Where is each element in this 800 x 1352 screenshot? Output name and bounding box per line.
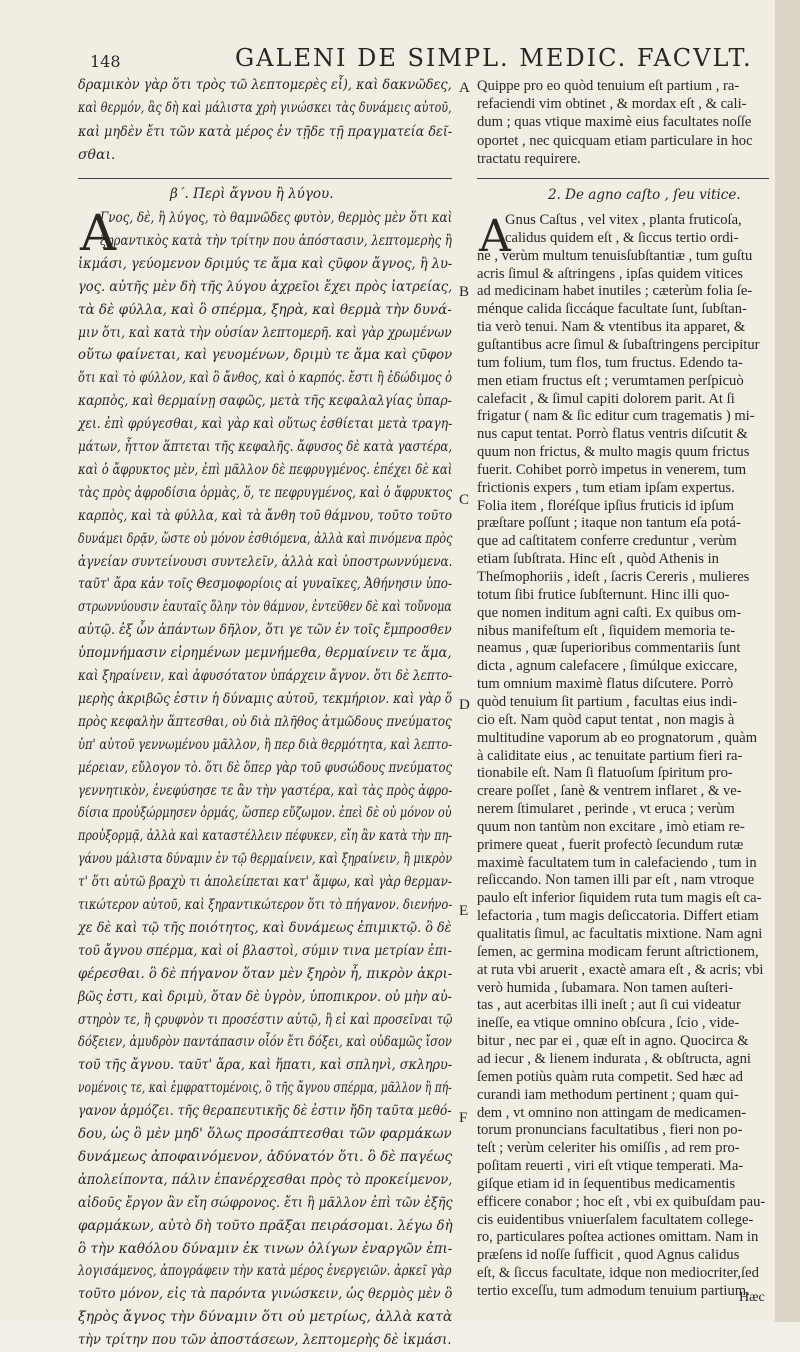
text-line: efficere conabor ; hoc eſt , vbi ex quibuſdam pau- xyxy=(477,1193,766,1210)
margin-letter-c: C xyxy=(459,492,470,508)
text-line: neamus , quæ ſuperioribus commentariis ſunt xyxy=(477,640,741,657)
text-line: curandi iam methodum pertinent ; quam qui- xyxy=(477,1086,739,1103)
text-line: paulo eſt inferior ſiquidem ruta tum magis eſt ca- xyxy=(477,890,762,907)
text-line: nerem ſtimularet , perinde , vt eruca ; verùm xyxy=(477,801,735,818)
text-line: quum non tantùm non excitare , imò etiam re- xyxy=(477,818,745,835)
text-line: nibus manifeſtum eſt , ſiquidem memoria te- xyxy=(477,622,736,639)
text-line: lefactoria , tum magis deſiccatoria. Differt etiam xyxy=(477,908,759,925)
greek-section-heading: β΄. Περὶ ἄγνου ἢ λύγου. xyxy=(170,186,334,202)
text-line: ταῦτ' ἄρα κἀν τοῖς Θεσμοφορίοις αἱ γυναῖκες, Ἀθήνησιν ὑπο- xyxy=(78,576,453,593)
text-line: acris ſimul & aſtringens , ipſas quidem vitices xyxy=(477,265,743,282)
text-line: calefacit , & ſimul capiti dolorem parit. At ſi xyxy=(477,390,735,407)
text-line: Folia item , floréſque ipſius fruticis id ipſum xyxy=(477,497,734,514)
catchword: Hæc xyxy=(739,1290,765,1305)
text-line: αἰδοῦς ἔργον ἂν εἴη σώφρονος. ἔτι ἢ μᾶλλον ἐπὶ τῶν ἑξῆς xyxy=(78,1194,453,1211)
text-line: ἀπολείποντα, πάλιν ἐπανέρχεσθαι πρὸς τὸ προκείμενον, xyxy=(78,1171,453,1188)
text-line: torum pronuncians facultatibus , fieri non po- xyxy=(477,1122,743,1139)
text-line: poſitam reuerti , viri eſt vtique temperati. Ma- xyxy=(477,1158,744,1175)
text-line: στηρὸν τε, ἢ ςρυφνὸν τι προσέστιν αὐτῷ, ἢ εἰ καὶ προσεῖναι τῷ xyxy=(78,1011,453,1028)
text-line: ro, particulares poſtea actiones omittam. Nam in xyxy=(477,1229,759,1246)
latin-section-heading: 2. De agno caſto , ſeu vitice. xyxy=(548,187,741,203)
text-line: ad iecur , & lienem indurata , & obſtructa, agni xyxy=(477,1050,751,1067)
text-line: tionabile eſt. Nam ſi flatuoſum ſpiritum pro- xyxy=(477,765,733,782)
text-line: ἀγνείαν συντείνουσι συντελεῖν, ἀλλὰ καὶ ὑποστρωννύμενα. xyxy=(78,553,453,570)
text-line: calidus quidem eſt , & ſiccus tertio ordi- xyxy=(505,229,739,246)
text-line: dum ; quas vtique maximè eius facultates noſſe xyxy=(477,114,752,131)
text-line: teſt ; verùm celeriter his omiſſis , ad rem pro- xyxy=(477,1140,740,1157)
text-line: ſemen potiùs quàm ruta competit. Sed hæc ad xyxy=(477,1068,743,1085)
text-line: τικώτερον αὐτοῦ, καὶ ξηραντικώτερον ὅτι τὸ πήγανον. διενήνο- xyxy=(78,897,453,913)
text-line: ὑπ' αὐτοῦ γεννωμένου μᾶλλον, ἢ περ διὰ θερμότητα, καὶ λεπτο- xyxy=(78,736,453,753)
text-line: χει. ἐπὶ φρύγεσθαι, καὶ γὰρ καὶ οὕτως ἐσθίεται μετὰ τραγη- xyxy=(78,416,453,433)
margin-letter-a: A xyxy=(459,80,470,96)
text-line: quòd tenuium ſit partium , facultas eius indi- xyxy=(477,693,738,710)
text-line: tractatu requirere. xyxy=(477,150,581,167)
text-line: πρὸς κεφαλὴν ἅπτεσθαι, οὐ διὰ πλῆθος ἀτμῶδους πνεύματος xyxy=(78,713,452,730)
text-line: φαρμάκων, αὐτὸ δὴ τοῦτο πρᾶξαι πειράσομαι. λέγω δὴ xyxy=(78,1217,453,1234)
text-line: ne , verùm multum tenuisſubſtantiæ , tum guſtu xyxy=(477,247,753,264)
margin-letter-e: E xyxy=(459,903,469,919)
margin-letter-d: D xyxy=(459,697,470,713)
text-line: tum folium, tum flos, tum fructus. Edendo ta- xyxy=(477,354,743,371)
text-line: Gnus Caſtus , vel vitex , planta fruticoſa, xyxy=(505,212,742,228)
text-line: giſque etiam id in ſequentibus medicamentis xyxy=(477,1175,736,1192)
text-line: καὶ ὁ ἄφρυκτος μὲν, ἐπὶ μᾶλλον δὲ πεφρυγμένος. ἐπέχει δὲ καὶ xyxy=(78,461,453,478)
text-line: guſtantibus acre ſimul & ſubaſtringens percipitur xyxy=(477,336,760,353)
text-line: ὑπομνήμασιν εἰρημένων μεμνήμεθα, θερμαίνειν τε ἅμα, xyxy=(78,645,452,662)
text-line: τὴν τρίτην που τῶν ἀποστάσεων, λεπτομερὴς δὲ ἰκμάσι. xyxy=(78,1332,452,1349)
text-line: στρωννύουσιν ἑαυταῖς ὅλην τὸν θάμνον, ἐντεῦθεν δὲ καὶ τοὔνομα xyxy=(78,599,452,616)
text-line: bitur , nec par ei , quæ eſt in agno. Quocirca & xyxy=(477,1033,749,1050)
text-line: καρπὸς, καὶ τὰ φύλλα, καὶ τὰ ἄνθη τοῦ θάμνου, τοῦτο τοῦτο xyxy=(78,507,453,524)
text-line: ἰκμάσι, γεύομενον δριμύς τε ἅμα καὶ ςῦφον ἄγνος, ἢ λυ- xyxy=(78,255,453,272)
text-line: καὶ μηδὲν ἔτι τῶν κατὰ μέρος ἐν τῇδε τῇ πραγματεία δεῖ- xyxy=(78,123,453,140)
text-line: ſemen, ac germina modicam ferunt aſtrictionem, xyxy=(477,943,759,960)
text-line: δου, ὡς ὃ μὲν μηδ' ὅλως προσάπτεσθαι τῶν φαρμάκων xyxy=(78,1126,452,1142)
running-head: GALENI DE SIMPL. MEDIC. FACVLT. xyxy=(235,44,753,72)
text-line: προὐξορμᾷ, ἀλλὰ καὶ καταστέλλειν πέφυκεν, εἴη ἂν κατὰ τὴν πη- xyxy=(78,828,453,845)
text-line: ménque calida ſiccáque facultate ſunt, ſubſtan- xyxy=(477,301,747,318)
margin-letter-f: F xyxy=(459,1110,468,1126)
text-line: φέρεσθαι. ὃ δὲ πήγανον ὅταν μὲν ξηρὸν ἦ, πικρὸν ἀκρι- xyxy=(78,965,453,982)
text-line: maximè facultatem tum in calefaciendo , tum in xyxy=(477,854,757,871)
text-line: eſt, & ſiccus facultate, idque non mediocriter,ſed xyxy=(477,1265,759,1282)
text-line: frictionis expers , tum etiam ipſam expertus. xyxy=(477,479,735,496)
latin-dropcap: A xyxy=(479,211,511,262)
text-line: multitudine vaporum ab eo prognatorum , quàm xyxy=(477,729,758,746)
text-line: δραμικὸν γὰρ ὅτι τρὸς τῶ λεπτομερὲς εἶ), καὶ δακνῶδες, xyxy=(78,77,452,93)
text-line: νομένοις τε, καὶ ἐμφραττομένοις, ὃ τῆς ἄγνου σπέρμα, μᾶλλον ἢ πή- xyxy=(78,1080,452,1097)
margin-letter-b: B xyxy=(459,284,470,300)
text-line: præſens id noſſe ſufficit , quod Agnus calidus xyxy=(477,1247,740,1264)
text-line: αὐτῷ. ἐξ ὧν ἁπάντων δῆλον, ὅτι γε τῶν ἐν τοῖς ἔμπροσθεν xyxy=(78,622,452,639)
text-line: γος. αὐτῆς μὲν δὴ τῆς λύγου ἀχρεῖοι ἔχει πρὸς ἰατρείας, xyxy=(78,278,453,295)
text-line: fuerit. Cohibet porrò impetus in venerem, tum xyxy=(477,461,747,478)
text-line: præſtare poſſunt ; itaque non tantum eſa potá- xyxy=(477,515,741,532)
text-line: τοῦτο μόνον, εἰς τὰ παρόντα γινώσκειν, ὡς θερμὸς μὲν ὃ xyxy=(78,1286,453,1303)
text-line: καὶ θερμόν, ἃς δὴ καὶ μάλιστα χρὴ γινώσκει τὰς δυνάμεις αὐτοῦ, xyxy=(78,100,452,117)
text-line: Theſmophoriis , ideſt , ſacris Cereris , mulieres xyxy=(477,569,750,585)
text-line: ineſſe, ea vtique omnino obſcura , ſcio , vide- xyxy=(477,1015,740,1032)
text-line: βῶς ἐστι, καὶ δριμὺ, ὅταν δὲ ὑγρὸν, ὑποπικρον. οὐ μὴν αὐ- xyxy=(78,988,452,1005)
text-line: τὰ δὲ φύλλα, καὶ ὃ σπέρμα, ξηρὰ, καὶ θερμὰ τὴν δυνά- xyxy=(78,301,452,318)
text-line: δόξειεν, ἀμυδρὸν παντάπασιν οἷόν ἔτι δόξει, καὶ οὐδαμῶς ἴσον xyxy=(78,1034,452,1051)
text-line: μερὴς ἀκριβῶς ἐστιν ἡ δύναμις αὐτοῦ, τεκμήριον. καὶ γὰρ ὅ xyxy=(78,690,453,707)
text-line: μέρειαν, εὔλογον τὸ. ὅτι δὲ ὅπερ γὰρ τοῦ φυσώδους πνεύματος xyxy=(78,759,453,776)
text-line: tum omnium maximè flatus diſcutere. Porrò xyxy=(477,676,734,693)
text-line: δίσια προὐξώρμησεν ὁρμάς, ὥσπερ εὔζωμον. ἐπεὶ δὲ οὐ μόνον οὐ xyxy=(78,805,452,822)
text-line: totum ſibi frutice ſubſternunt. Hinc illi quo- xyxy=(477,586,730,603)
text-line: γεννητικὸν, ἐνεφύσησε τε ἂν τὴν γαστέρα, καὶ τὰς πρὸς ἀφρο- xyxy=(78,782,453,799)
text-line: γανον ἁρμόζει. τῆς θεραπευτικῆς δὲ ἐστιν ἤδη ταῦτα μεθό- xyxy=(78,1103,452,1120)
text-line: nus caput tentat. Porrò flatus ventris diſcutit & xyxy=(477,426,748,443)
text-line: Quippe pro eo quòd tenuium eſt partium , ra- xyxy=(477,78,740,94)
text-line: at ruta vbi aruerit , exactè amara eſt , & acris; vbi xyxy=(477,961,764,978)
text-line: ὃ τὴν καθόλου δύναμιν ἐκ τινων ὀλίγων ἐναργῶν ἐπι- xyxy=(78,1240,453,1257)
text-line: τὰς πρὸς ἀφροδίσια ὁρμὰς, ὅ, τε πεφρυγμένος, καὶ ὁ ἄφρυκτος xyxy=(78,484,453,501)
text-line: tia verò tenui. Nam & vtentibus ita apparet, & xyxy=(477,319,746,336)
text-line: frigatur ( nam & ſic editur cum tragematis ) mi- xyxy=(477,408,755,425)
text-line: reſiccando. Non tamen illi par eſt , nam vtroque xyxy=(477,872,755,889)
text-line: δυνάμει δρᾷν, ὥστε οὐ μόνον ἐσθιόμενα, ἀλλὰ καὶ πινόμενα πρὸς xyxy=(78,530,453,547)
text-line: ad medicinam habet inutiles ; cæterùm folia ſe- xyxy=(477,283,753,300)
text-line: ξηρὸς ἄγνος τὴν δύναμιν ὅτι οὐ μετρίως, ἀλλὰ κατὰ xyxy=(78,1309,453,1326)
text-line: men etiam fructus eſt ; verumtamen perſpicuò xyxy=(477,372,744,389)
text-line: τοῦ ἄγνου σπέρμα, καὶ οἱ βλαστοὶ, σύμιν τινα μετρίαν ἐπι- xyxy=(78,942,452,959)
text-line: τ' ὅτι αὐτῶ βραχὺ τι ἀπολείπεται κατ' ἄμφω, καὶ γὰρ θερμαν- xyxy=(78,874,452,891)
text-line: refaciendi vim obtinet , & mordax eſt , & cali- xyxy=(477,96,747,113)
text-line: χε δὲ καὶ τῷ τῆς ποιότητος, καὶ δυνάμεως ἐπιμικτῷ. ὃ δὲ xyxy=(78,919,452,936)
text-line: qualitatis ſimul, ac facultatis mixtione. Nam agni xyxy=(477,926,763,942)
text-line: τοῦ τῆς ἄγνου. ταῦτ' ἄρα, καὶ ἥπατι, καὶ σπληνὶ, σκληρυ- xyxy=(78,1057,453,1074)
text-line: οὕτω φαίνεται, καὶ γευομένων, δριμὺ τε ἅμα καὶ ςῦφον xyxy=(78,347,453,364)
text-line: λογισάμενος, ἀπογράφειν τὴν κατὰ μέρος ἐνεργειῶν. ἀρκεῖ γὰρ xyxy=(78,1263,452,1280)
text-line: Γνος, δὲ, ἢ λύγος, τὸ θαμνῶδες φυτὸν, θερμὸς μὲν ὅτι καὶ xyxy=(100,210,453,226)
text-line: cio eſt. Nam quòd caput tentat , non magis à xyxy=(477,711,735,728)
text-line: μιν ὅτι, καὶ κατὰ τὴν οὐσίαν λεπτομερῆ. καὶ γὰρ χρωμένων xyxy=(78,324,452,341)
text-line: quum non frictus, & multo magis quum frictus xyxy=(477,444,750,461)
greek-dropcap: Α xyxy=(80,204,117,262)
text-line: verò humida , ſubamara. Non tamen auſteri- xyxy=(477,979,734,996)
latin-rule xyxy=(477,178,769,179)
text-line: γάνου μάλιστα δύναμιν ἐν τῷ θερμαίνειν, καὶ ξηραίνειν, ἢ μικρὸν xyxy=(78,851,453,868)
text-line: que nomen inditum agni caſti. Ex quibus om- xyxy=(477,604,742,621)
text-line: καὶ ξηραίνειν, καὶ ἀφυσότατον ὑπάρχειν ἄγνον. ὅτι δὲ λεπτο- xyxy=(78,668,453,684)
text-line: tas , aut acerbitas illi ineſt ; aut ſi cui videatur xyxy=(477,997,741,1014)
text-line: que ad caſtitatem conferre creduntur , verùm xyxy=(477,533,737,550)
text-line: etiam ſubſtrata. Hinc eſt , quòd Athenis in xyxy=(477,551,719,568)
text-line: primere queat , fuerit profectò ſecundum rutæ xyxy=(477,836,744,853)
text-line: μάτων, ἧττον ἅπτεται τῆς κεφαλῆς. ἄφυσος δὲ κατὰ γαστέρα, xyxy=(78,439,453,455)
text-line: ὅτι καὶ τὸ φύλλον, καὶ ὃ ἄνθος, καὶ ὁ καρπός. ἔστι ἢ ἐδώδιμος ὁ xyxy=(78,370,453,387)
text-line: oportet , nec quicquam etiam particulare in hoc xyxy=(477,132,753,149)
greek-rule xyxy=(78,178,452,179)
next-page-edge xyxy=(775,0,800,1322)
text-line: καρπὸς, καὶ θερμαίνῃ σαφῶς, μετὰ τῆς κεφαλαλγίας ὑπαρ- xyxy=(78,393,452,410)
text-line: ξηραντικὸς κατὰ τὴν τρίτην που ἀπόστασιν, λεπτομερὴς ἢ xyxy=(100,232,452,249)
text-line: tertio exceſſu, tum admodum tenuium partium. xyxy=(477,1283,750,1299)
text-line: dem , vt omnino non attingam de medicamen- xyxy=(477,1104,747,1121)
text-line: creare poſſet , ſanè & ventrem inflaret , & ve- xyxy=(477,783,742,800)
text-line: σθαι. xyxy=(78,146,116,163)
page-number: 148 xyxy=(90,52,121,71)
text-line: cis euidentibus vniuerſalem facultatem college- xyxy=(477,1211,754,1228)
text-line: dicta , agnum calefacere , ſimúlque exiccare, xyxy=(477,658,738,675)
text-line: δυνάμεως ἀποφαινόμενον, ἀδύνατόν ὅτι. ὃ δὲ παγέως xyxy=(78,1148,453,1165)
text-line: à caliditate eius , ac tenuitate partium fieri ra- xyxy=(477,747,743,764)
